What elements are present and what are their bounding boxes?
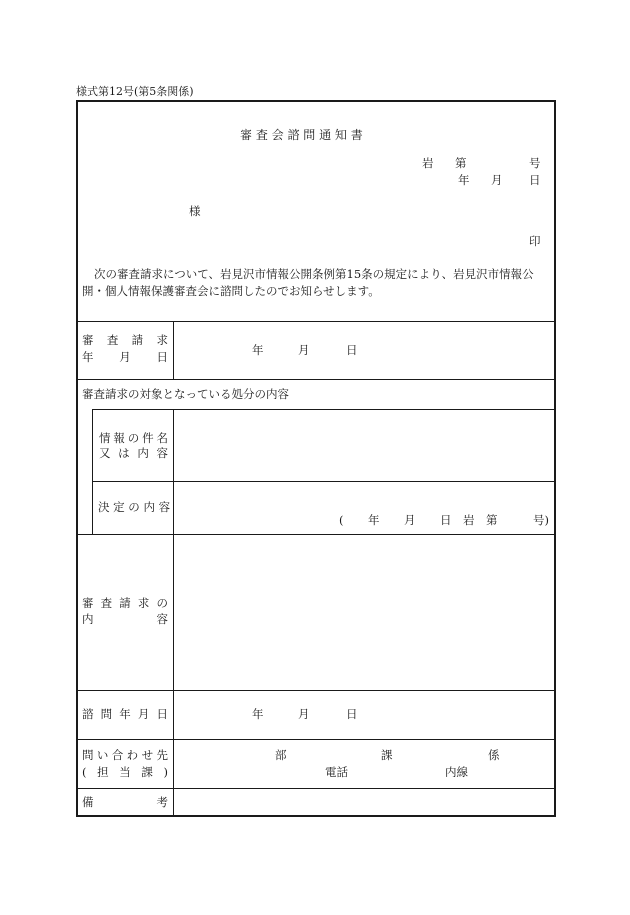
decision-open-paren: (	[339, 513, 344, 527]
divider-decision	[76, 534, 556, 535]
divider-disposition-heading	[92, 409, 556, 410]
document-title: 審 査 会 諮 問 通 知 書	[240, 128, 363, 142]
request-date-month: 月	[298, 343, 310, 357]
decision-month: 月	[404, 513, 416, 527]
request-content-label-line1: 審 査 請 求 の	[82, 596, 168, 610]
divider-header	[76, 321, 556, 322]
number-suffix: 号	[529, 156, 541, 170]
inquiry-date-month: 月	[298, 707, 310, 721]
decision-iwa: 岩	[463, 513, 475, 527]
number-mid: 第	[455, 156, 467, 170]
request-date-day: 日	[346, 343, 358, 357]
request-date-label-line2: 年 月 日	[82, 350, 168, 364]
number-prefix: 岩	[422, 156, 434, 170]
column-divider-middle	[173, 409, 174, 534]
request-content-label-line2: 内 容	[82, 612, 168, 626]
contact-unit: 係	[488, 748, 500, 762]
decision-go: 号)	[533, 513, 549, 527]
form-number-label: 様式第12号(第5条関係)	[76, 85, 194, 98]
header-date-year: 年	[458, 173, 470, 187]
contact-dept: 部	[275, 748, 287, 762]
header-date-month: 月	[491, 173, 503, 187]
divider-request-content	[76, 690, 556, 691]
contact-extension: 内線	[445, 765, 468, 779]
request-date-label-line1: 審 査 請 求	[82, 333, 168, 347]
divider-info-name	[92, 481, 556, 482]
inquiry-date-label: 諮 問 年 月 日	[82, 707, 168, 721]
remarks-label: 備 考	[82, 795, 168, 809]
decision-dai: 第	[486, 513, 498, 527]
column-divider-top	[173, 321, 174, 379]
header-date-day: 日	[529, 173, 541, 187]
decision-day: 日	[440, 513, 452, 527]
contact-label-line2: ( 担 当 課 )	[82, 765, 168, 779]
divider-request-date	[76, 379, 556, 380]
divider-contact	[76, 788, 556, 789]
inquiry-date-year: 年	[252, 707, 264, 721]
decision-label: 決 定 の 内 容	[98, 500, 171, 514]
contact-section: 課	[381, 748, 393, 762]
indent-divider	[92, 409, 93, 534]
notice-body-line-2: 開・個人情報保護審査会に諮問したのでお知らせします。	[82, 284, 380, 298]
contact-phone: 電話	[325, 765, 348, 779]
seal-mark: 印	[529, 234, 541, 248]
inquiry-date-day: 日	[346, 707, 358, 721]
notice-body	[82, 266, 552, 300]
disposition-heading: 審査請求の対象となっている処分の内容	[82, 387, 289, 401]
notice-body-line-1: 次の審査請求について、岩見沢市情報公開条例第15条の規定により、岩見沢市情報公	[94, 267, 534, 281]
info-name-label-line1: 情 報 の 件 名	[99, 431, 168, 445]
column-divider-bottom	[173, 534, 174, 816]
decision-year: 年	[368, 513, 380, 527]
request-date-year: 年	[252, 343, 264, 357]
divider-inquiry-date	[76, 739, 556, 740]
addressee-suffix: 様	[189, 204, 201, 218]
contact-label-line1: 問 い 合 わ せ 先	[82, 748, 168, 762]
info-name-label-line2: 又 は 内 容	[99, 446, 168, 460]
